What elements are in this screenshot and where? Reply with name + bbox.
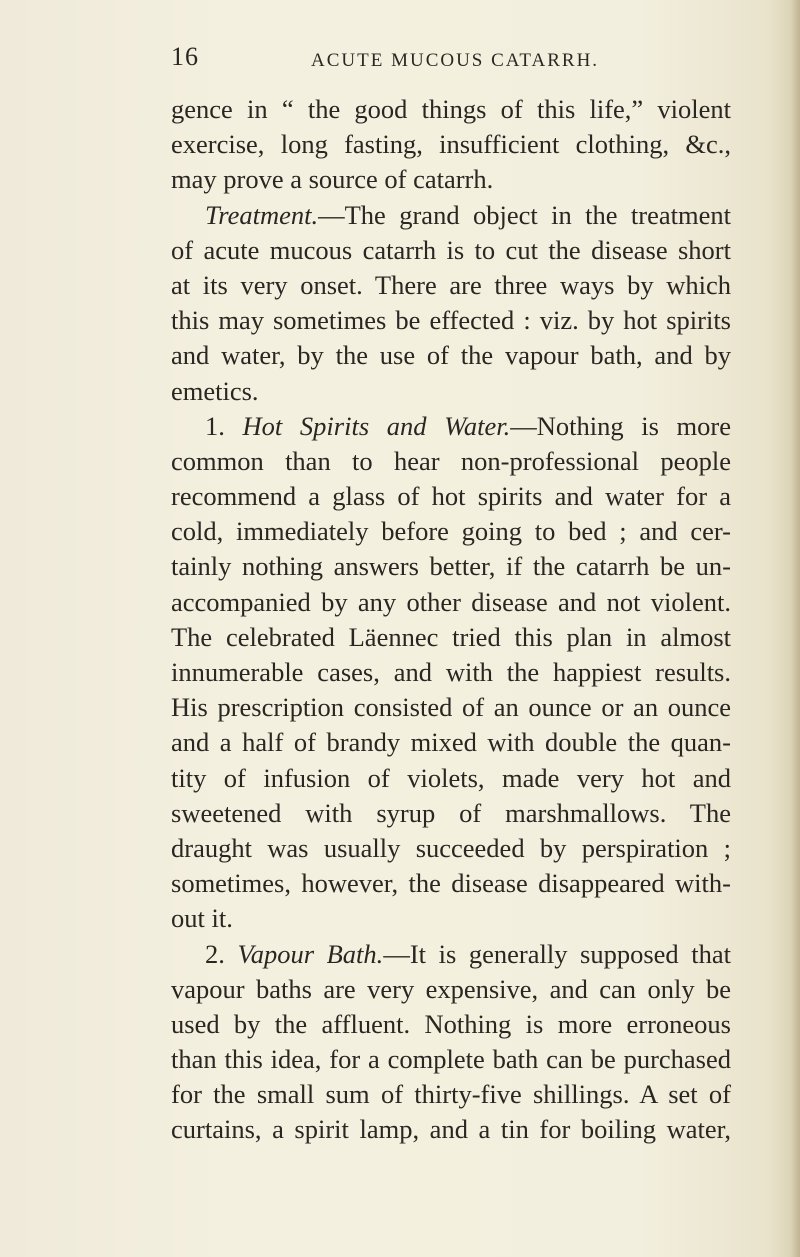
line-text: this may sometimes be effected : viz. by hot spirits [171, 305, 731, 336]
text-line [171, 796, 731, 831]
line-text: accompanied by any other disease and not violent. [171, 586, 731, 617]
line-text: of acute mucous catarrh is to cut the disease short [171, 234, 731, 265]
text-line [171, 1042, 731, 1077]
text-line [171, 92, 731, 127]
running-head: ACUTE MUCOUS CATARRH. [311, 50, 600, 71]
text-line [171, 1077, 731, 1112]
text-line [171, 303, 731, 338]
text-line [171, 761, 731, 796]
line-text: curtains, a spirit lamp, and a tin for boiling water, [171, 1114, 731, 1145]
text-line [171, 972, 731, 1007]
line-text: emetics. [171, 375, 259, 406]
text-line [171, 549, 731, 584]
text-line [171, 268, 731, 303]
page-edge-shadow [790, 0, 800, 1257]
text-line [171, 374, 731, 409]
italic-heading: Treatment. [205, 199, 319, 230]
line-text: tainly nothing answers better, if the catarrh be un- [171, 551, 731, 582]
text-line [171, 514, 731, 549]
line-text: at its very onset. There are three ways by which [171, 269, 731, 300]
list-number: 1. [205, 410, 243, 441]
line-text: for the small sum of thirty-five shillings. A set of [171, 1079, 731, 1110]
text-line [171, 866, 731, 901]
page-header [171, 42, 731, 82]
line-text: gence in “ the good things of this life,” violent [171, 94, 731, 124]
text-line [171, 1007, 731, 1042]
line-text: tity of infusion of violets, made very hot and [171, 762, 731, 793]
text-line [171, 444, 731, 479]
text-line [171, 1112, 731, 1147]
text-line [171, 127, 731, 162]
body-text [171, 92, 731, 1148]
line-text: common than to hear non-professional people [171, 445, 731, 476]
line-text: and a half of brandy mixed with double the quan- [171, 727, 731, 758]
line-text: —The grand object in the treatment [318, 199, 731, 230]
line-text: recommend a glass of hot spirits and water for a [171, 481, 731, 512]
line-text: —Nothing is more [510, 410, 732, 441]
text-line [171, 162, 731, 197]
italic-heading: Hot Spirits and Water. [242, 410, 511, 441]
line-text: used by the affluent. Nothing is more erroneous [171, 1008, 731, 1039]
text-line [171, 620, 731, 655]
line-text: sweetened with syrup of marshmallows. The [171, 797, 731, 828]
text-line [171, 937, 731, 972]
text-line [171, 901, 731, 936]
text-line [171, 655, 731, 690]
line-text: cold, immediately before going to bed ; and cer- [171, 516, 731, 547]
line-text: innumerable cases, and with the happiest results. [171, 657, 731, 687]
italic-heading: Vapour Bath. [237, 938, 384, 969]
text-line [171, 585, 731, 620]
text-line [171, 831, 731, 866]
line-text: and water, by the use of the vapour bath, and by [171, 340, 731, 371]
line-text: vapour baths are very expensive, and can only be [171, 973, 731, 1004]
text-line [171, 233, 731, 268]
text-line [171, 479, 731, 514]
line-text: out it. [171, 903, 233, 934]
line-text: His prescription consisted of an ounce or an ounce [171, 692, 731, 723]
text-line [171, 725, 731, 760]
line-text: —It is generally supposed that [383, 938, 731, 969]
line-text: draught was usually succeeded by perspiration ; [171, 832, 731, 863]
text-line [171, 198, 731, 233]
list-number: 2. [205, 938, 238, 969]
text-line [171, 690, 731, 725]
line-text: exercise, long fasting, insufficient clothing, &c., [171, 129, 731, 160]
line-text: sometimes, however, the disease disappeared with- [171, 868, 731, 899]
text-line [171, 338, 731, 373]
text-line [171, 409, 731, 444]
page-number: 16 [171, 42, 199, 71]
line-text: than this idea, for a complete bath can be purchased [171, 1044, 731, 1075]
line-text: may prove a source of catarrh. [171, 164, 494, 195]
line-text: The celebrated Läennec tried this plan in almost [171, 621, 731, 652]
